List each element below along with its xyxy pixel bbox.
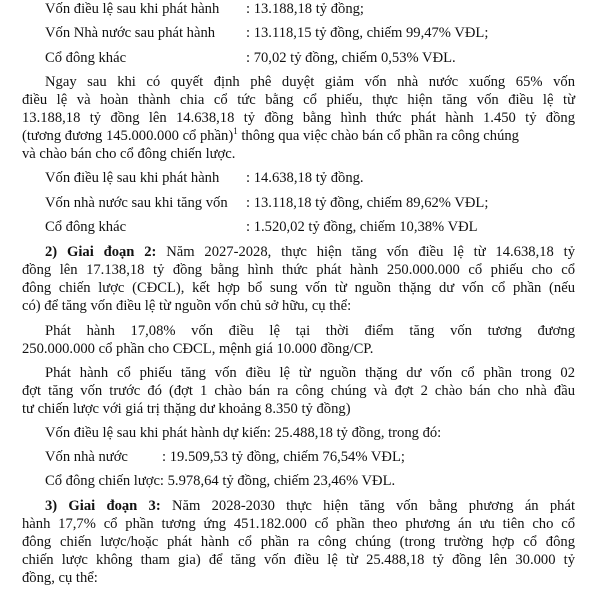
paragraph-text: (tương đương 145.000.000 cổ phần) bbox=[22, 128, 234, 144]
state-capital-value: : 19.509,53 tỷ đồng, chiếm 76,54% VĐL; bbox=[162, 449, 405, 465]
paragraph-line: và chào bán cho cổ đông chiến lược. bbox=[22, 146, 236, 162]
other-shareholders-label: Cổ đông khác bbox=[45, 219, 127, 235]
paragraph-text: thông qua việc chào bán cổ phần ra công chúng bbox=[237, 128, 519, 144]
other-shareholders-value: : 1.520,02 tỷ đồng, chiếm 10,38% VĐL bbox=[246, 219, 478, 235]
phase-3-line bbox=[45, 497, 575, 515]
footnote-marker: 1 bbox=[233, 126, 238, 137]
charter-capital-after-issue-label: Vốn điều lệ sau khi phát hành bbox=[45, 1, 220, 17]
paragraph-line: đông chiến lược/hoặc phát hành cổ phần ra công chúng (trong trường hợp cổ đông bbox=[22, 534, 575, 550]
phase-2-heading: 2) Giai đoạn 2: bbox=[45, 244, 157, 260]
paragraph-line: đồng, cụ thể: bbox=[22, 570, 98, 586]
paragraph-line bbox=[22, 127, 519, 145]
phase-3-heading: 3) Giai đoạn 3: bbox=[45, 498, 161, 514]
state-capital-after-increase-value: : 13.118,18 tỷ đồng, chiếm 89,62% VĐL; bbox=[246, 195, 489, 211]
paragraph-line: tư chiến lược với giá trị thặng dư khoảng 8.350 tỷ đồng) bbox=[22, 401, 351, 417]
state-capital-after-issue-label: Vốn Nhà nước sau phát hành bbox=[45, 25, 216, 41]
paragraph-line: hành 17,7% cổ phần tương ứng 451.182.000 cổ phần theo phương án ưu tiên cho cổ bbox=[22, 516, 575, 532]
paragraph-line: Phát hành cổ phiếu tăng vốn điều lệ từ nguồn thặng dư vốn cổ phần trong 02 bbox=[45, 365, 575, 381]
other-shareholders-value: : 70,02 tỷ đồng, chiếm 0,53% VĐL. bbox=[246, 50, 456, 66]
other-shareholders-label: Cổ đông khác bbox=[45, 50, 127, 66]
strategic-shareholder-line: Cổ đông chiến lược: 5.978,64 tỷ đồng, chiếm 23,46% VĐL. bbox=[45, 473, 396, 489]
charter-capital-after-issue-value: : 14.638,18 tỷ đồng. bbox=[246, 170, 364, 186]
paragraph-text: Năm 2027-2028, thực hiện tăng vốn điều lệ từ 14.638,18 tỷ bbox=[156, 244, 575, 260]
paragraph-line: đồng lên 17.138,18 tỷ đồng bằng hình thức phát hành 250.000.000 cổ phiếu cho cổ bbox=[22, 262, 575, 278]
charter-capital-after-issue-value: : 13.188,18 tỷ đồng; bbox=[246, 1, 364, 17]
paragraph-line: đợt tăng vốn trước đó (đợt 1 chào bán ra công chúng và đợt 2 chào bán cho nhà đầu bbox=[22, 383, 575, 399]
paragraph-line: có) để tăng vốn điều lệ từ nguồn vốn chủ sở hữu, cụ thể: bbox=[22, 298, 352, 314]
paragraph-line: 13.188,18 tỷ đồng lên 14.638,18 tỷ đồng bằng hình thức phát hành 1.450 tỷ đồng bbox=[22, 110, 575, 126]
paragraph-text: Năm 2028-2030 thực hiện tăng vốn bằng phương án phát bbox=[160, 498, 575, 514]
paragraph-line: Phát hành 17,08% vốn điều lệ tại thời điểm tăng vốn tương đương bbox=[45, 323, 575, 339]
paragraph-line: chiến lược không tham gia) để tăng vốn điều lệ từ 25.488,18 tỷ đồng lên 30.000 tỷ bbox=[22, 552, 575, 568]
paragraph-line: 250.000.000 cổ phần cho CĐCL, mệnh giá 10.000 đồng/CP. bbox=[22, 341, 374, 357]
charter-capital-after-issue-label: Vốn điều lệ sau khi phát hành bbox=[45, 170, 220, 186]
state-capital-after-issue-value: : 13.118,15 tỷ đồng, chiếm 99,47% VĐL; bbox=[246, 25, 489, 41]
charter-capital-expected: Vốn điều lệ sau khi phát hành dự kiến: 25.488,18 tỷ đồng, trong đó: bbox=[45, 425, 442, 441]
state-capital-label: Vốn nhà nước bbox=[45, 449, 128, 465]
paragraph-line: Ngay sau khi có quyết định phê duyệt giảm vốn nhà nước xuống 65% vốn bbox=[45, 74, 575, 90]
phase-2-line bbox=[45, 243, 575, 261]
paragraph-line: điều lệ và hoàn thành chia cổ tức bằng cổ phiếu, thực hiện tăng vốn điều lệ từ bbox=[22, 92, 575, 108]
paragraph-line: đông chiến lược (CĐCL), kết hợp bổ sung vốn từ nguồn thặng dư vốn cổ phần (nếu bbox=[22, 280, 575, 296]
state-capital-after-increase-label: Vốn nhà nước sau khi tăng vốn bbox=[45, 195, 228, 211]
